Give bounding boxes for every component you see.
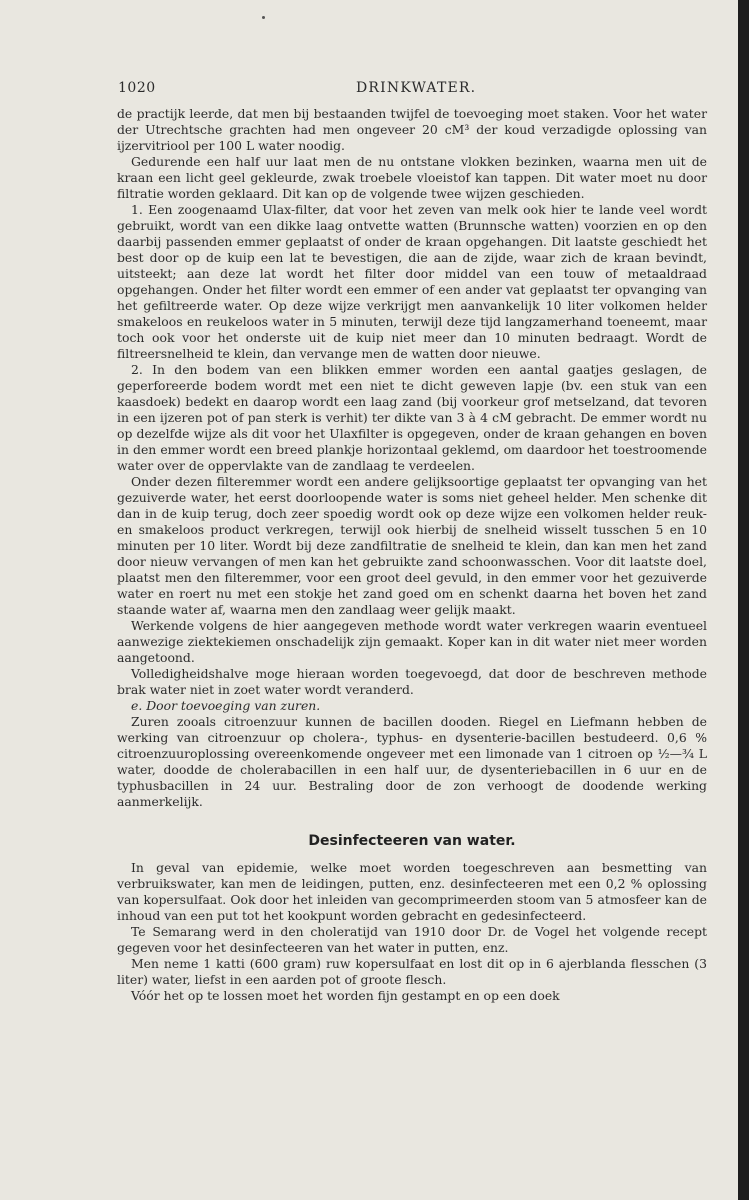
running-title: DRINKWATER. — [356, 80, 477, 96]
section-heading: Desinfecteeren van water. — [308, 833, 516, 849]
paragraph: 2. In den bodem van een blikken emmer worden een aantal gaatjes geslagen, de geperforeerde bodem wordt met een niet te dicht geweven lapje (bv. een stuk van een kaasdoek) bedekt en daarop wordt een laag zand (bij voorkeur grof metselzand, dat tevoren in een ijzeren pot of pan sterk is verhit) ter dikte van 3 à 4 cM gebracht. De emmer wordt nu op dezelfde wijze als dit voor het Ulaxfilter is opgegeven, onder de kraan gehangen en boven in den emmer wordt een breed plankje horizontaal geklemd, om daardoor het toestroomende water over de oppervlakte van de zandlaag te verdeelen. — [117, 362, 707, 473]
printing-speck — [262, 16, 265, 19]
book-spine-edge — [738, 0, 749, 1200]
paragraph: Gedurende een half uur laat men de nu ontstane vlokken bezinken, waarna men uit de kraan een licht geel gekleurde, zwak troebele vloeistof kan tappen. Dit water moet nu door filtratie worden geklaard. Dit kan op de volgende twee wijzen geschieden. — [117, 154, 707, 201]
subsection-label: e. Door toevoeging van zuren. — [131, 698, 321, 713]
page-header — [118, 80, 708, 100]
page-body — [117, 106, 707, 1004]
paragraph: Zuren zooals citroenzuur kunnen de bacillen dooden. Riegel en Liefmann hebben de werking van citroenzuur op cholera-, typhus- en dysenterie-bacillen bestudeerd. 0,6 % citroenzuuroplossing overeenkomende ongeveer met een limonade van 1 citroen op ½—¾ L water, doodde de cholerabacillen in een half uur, de dysenteriebacillen in 6 uur en de typhusbacillen in 24 uur. Bestraling door de zon verhoogt de doodende werking aanmerkelijk. — [117, 714, 707, 809]
page-number: 1020 — [118, 80, 156, 96]
paragraph: 1. Een zoogenaamd Ulax-filter, dat voor het zeven van melk ook hier te lande veel wordt gebruikt, wordt van een dikke laag ontvette watten (Brunnsche watten) voorzien en op den daarbij passenden emmer geplaatst of onder de kraan opgehangen. Dit laatste geschiedt het best door op de kuip een lat te bevestigen, die aan de zijde, waar zich de kraan bevindt, uitsteekt; aan deze lat wordt het filter door middel van een touw of metaaldraad opgehangen. Onder het filter wordt een emmer of een ander vat geplaatst ter opvanging van het gefiltreerde water. Op deze wijze verkrijgt men aanvankelijk 10 liter volkomen helder smakeloos en reukeloos water in 5 minuten, terwijl deze tijd langzamerhand toeneemt, maar toch ook voor het onderste uit de kuip niet meer dan 10 minuten bedraagt. Wordt de filtreersnelheid te klein, dan vervange men de watten door nieuwe. — [117, 202, 707, 361]
paragraph: Werkende volgens de hier aangegeven methode wordt water verkregen waarin eventueel aanwezige ziektekiemen onschadelijk zijn gemaakt. Koper kan in dit water niet meer worden aangetoond. — [117, 618, 707, 665]
paragraph: Onder dezen filteremmer wordt een andere gelijksoortige geplaatst ter opvanging van het gezuiverde water, het eerst doorloopende water is soms niet geheel helder. Men schenke dit dan in de kuip terug, doch zeer spoedig wordt ook op deze wijze een volkomen helder reuk- en smakeloos product verkregen, terwijl ook hierbij de snelheid wisselt tusschen 5 en 10 minuten per 10 liter. Wordt bij deze zandfiltratie de snelheid te klein, dan kan men het zand door nieuw vervangen of men kan het gebruikte zand schoonwasschen. Voor dit laatste doel, plaatst men den filteremmer, voor een groot deel gevuld, in den emmer voor het gezuiverde water en roert nu met een stokje het zand goed om en schenkt daarna het boven het zand staande water af, waarna men den zandlaag weer gelijk maakt. — [117, 474, 707, 617]
paragraph: de practijk leerde, dat men bij bestaanden twijfel de toevoeging moet staken. Voor het water der Utrechtsche grachten had men ongeveer 20 cM³ der koud verzadigde oplossing van ijzervitriool per 100 L water noodig. — [117, 106, 707, 153]
paragraph: Volledigheidshalve moge hieraan worden toegevoegd, dat door de beschreven methode brak water niet in zoet water wordt veranderd. — [117, 666, 707, 697]
paragraph: Vóór het op te lossen moet het worden fijn gestampt en op een doek — [131, 988, 560, 1003]
paragraph: Men neme 1 katti (600 gram) ruw kopersulfaat en lost dit op in 6 ajerblanda flesschen (3 liter) water, liefst in een aarden pot of groote flesch. — [117, 956, 707, 987]
paragraph: In geval van epidemie, welke moet worden toegeschreven aan besmetting van verbruikswater, kan men de leidingen, putten, enz. desinfecteeren met een 0,2 % oplossing van kopersulfaat. Ook door het inleiden van gecomprimeerden stoom van 5 atmosfeer kan de inhoud van een put tot het kookpunt worden gebracht en gedesinfecteerd. — [117, 860, 707, 923]
paragraph: Te Semarang werd in den choleratijd van 1910 door Dr. de Vogel het volgende recept gegeven voor het desinfecteeren van het water in putten, enz. — [117, 924, 707, 955]
